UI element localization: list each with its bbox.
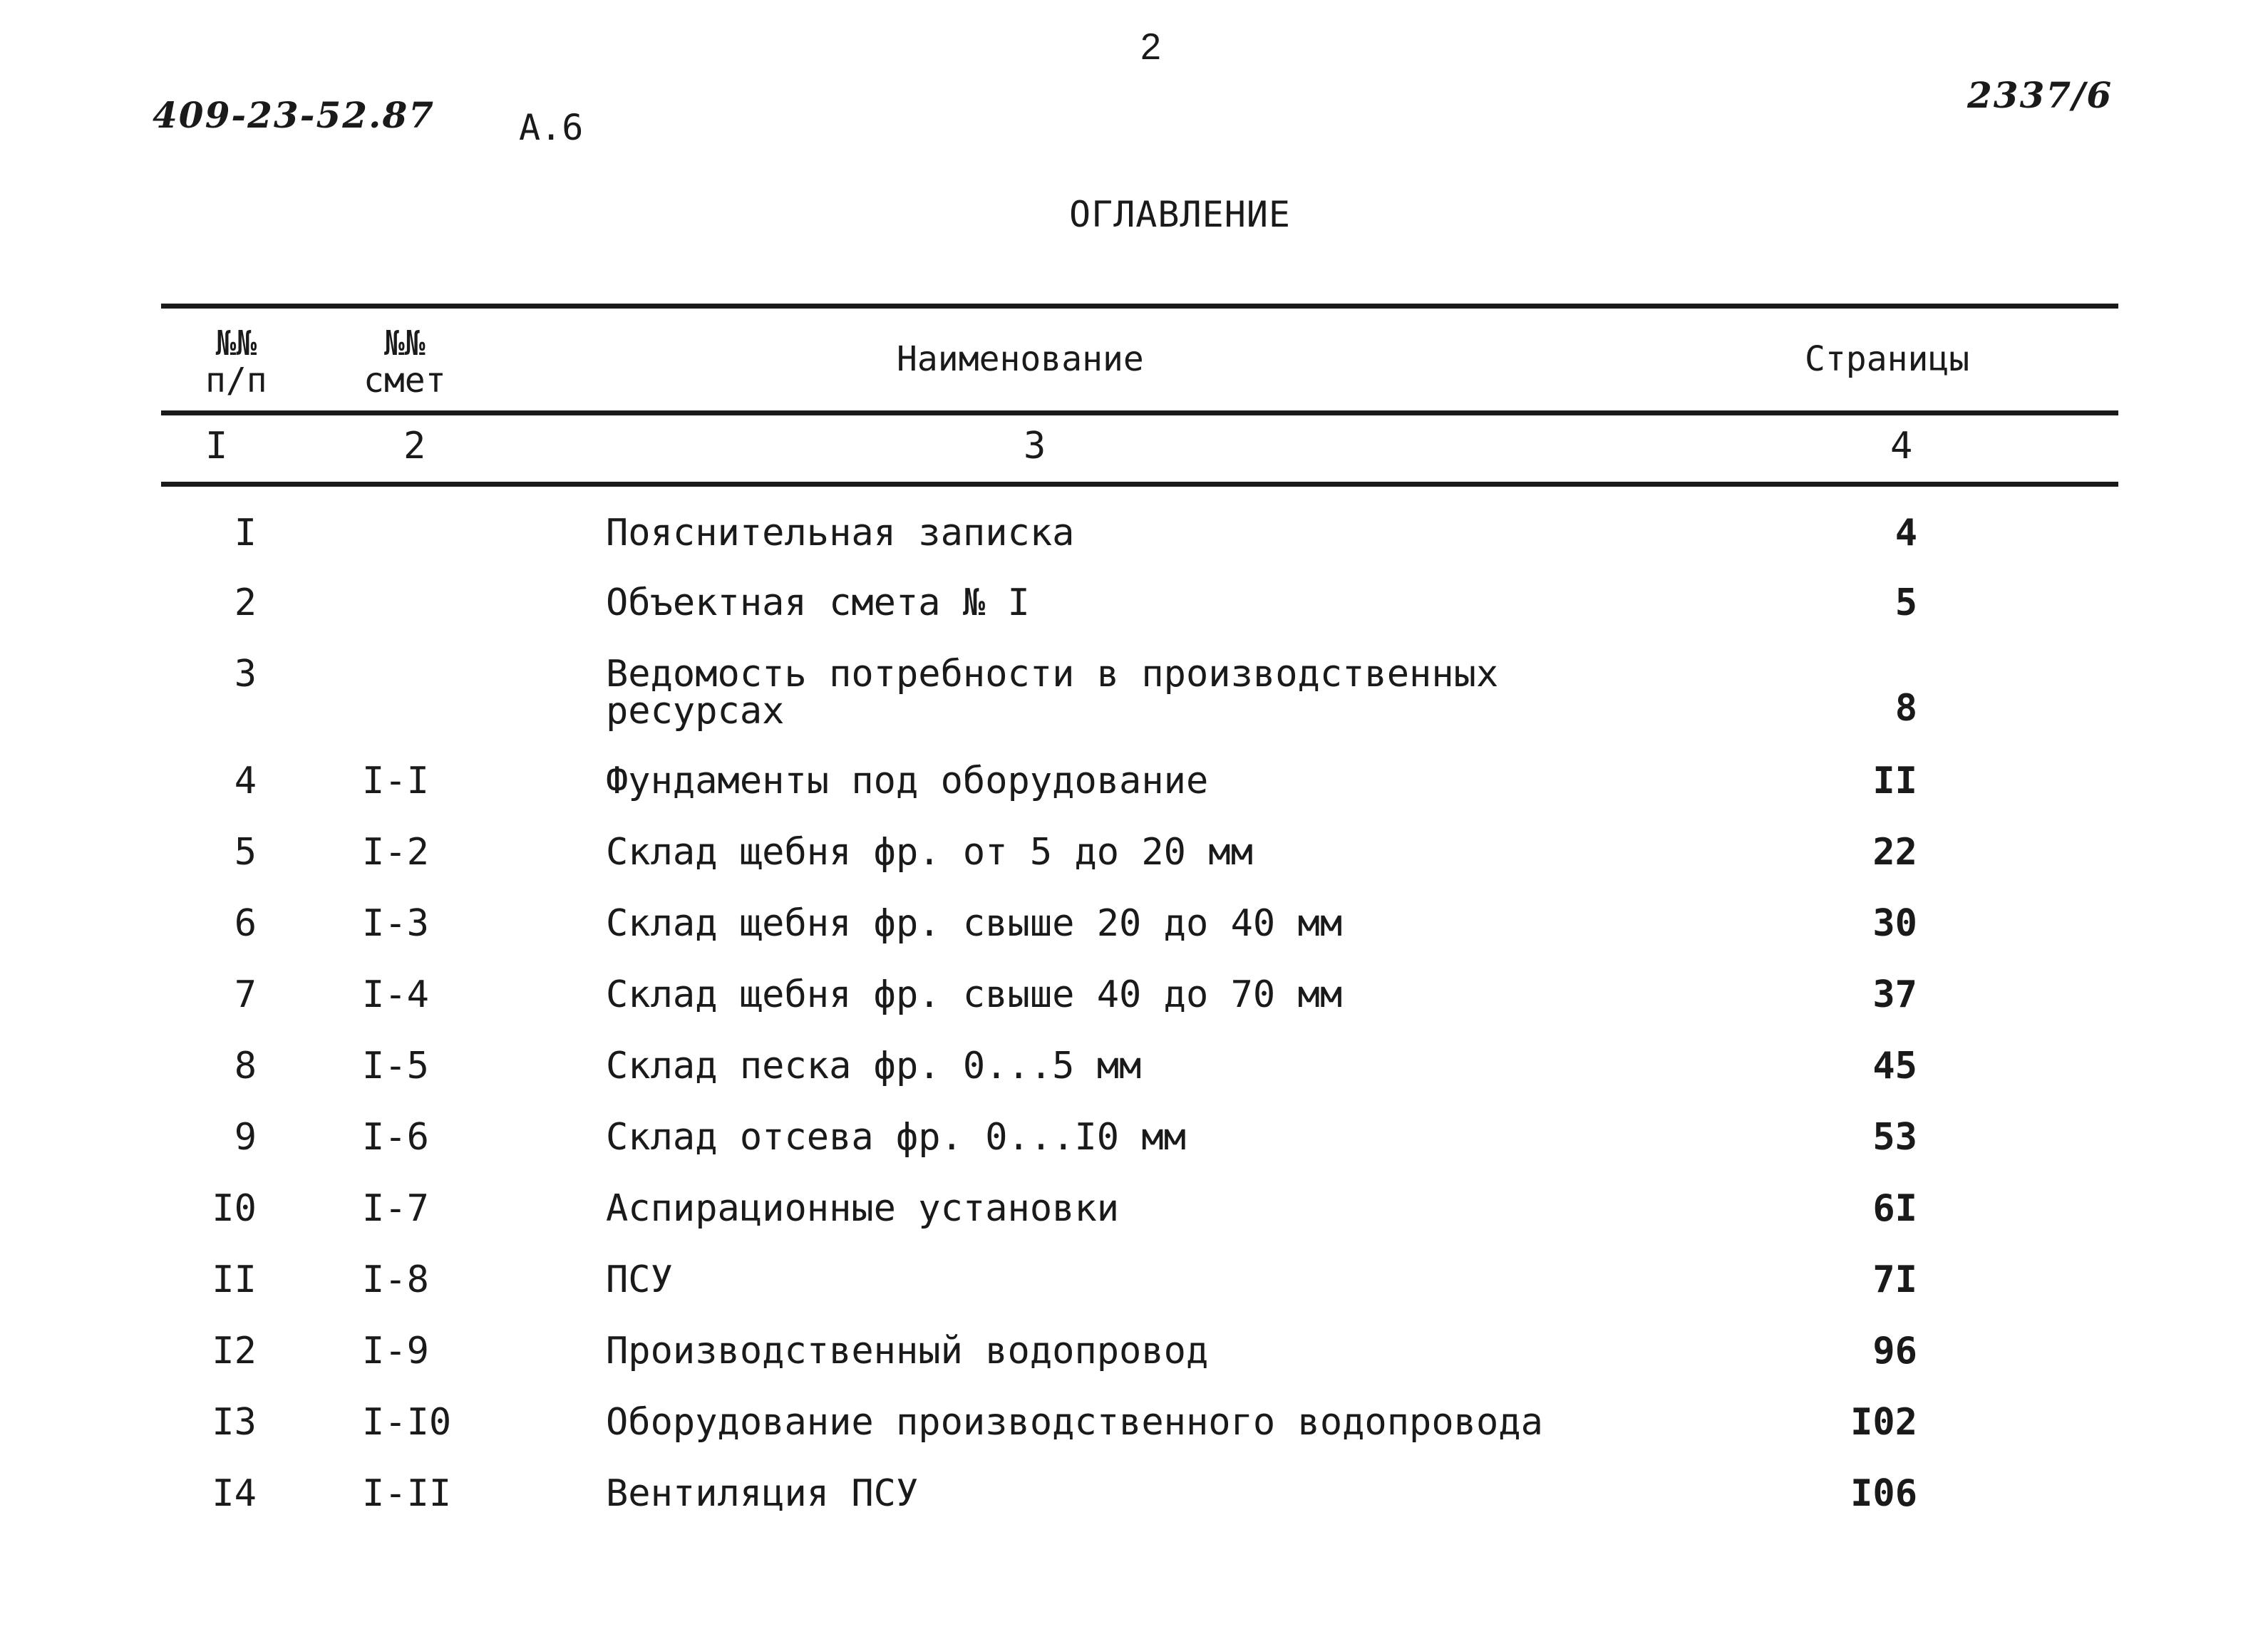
table-row <box>0 1187 2268 1261</box>
item-name: Фундаменты под оборудование <box>606 760 1209 802</box>
page-title: ОГЛАВЛЕНИЕ <box>1069 194 1292 235</box>
table-row <box>0 514 2268 586</box>
page-ref: 7I <box>1872 1258 1917 1301</box>
row-number: 8 <box>234 1045 257 1087</box>
page-ref: 5 <box>1895 581 1917 624</box>
row-number: 5 <box>234 831 257 874</box>
row-number: 3 <box>234 653 257 695</box>
row-number: I0 <box>212 1187 257 1230</box>
column-number-3: 3 <box>1024 425 1046 467</box>
item-name: Вентиляция ПСУ <box>606 1472 919 1515</box>
page-ref: II <box>1872 760 1917 802</box>
table-row <box>0 653 2268 762</box>
page-ref: 4 <box>1895 512 1917 554</box>
estimate-number: I-I0 <box>362 1401 452 1444</box>
item-name: Оборудование производственного водопровода <box>606 1401 1543 1444</box>
estimate-number: I-5 <box>362 1045 429 1087</box>
table-row <box>0 902 2268 976</box>
row-number: 9 <box>234 1116 257 1159</box>
row-number: II <box>212 1258 257 1301</box>
header-estimate-number: №№ смет <box>364 324 446 400</box>
row-number: 4 <box>234 760 257 802</box>
estimate-number: I-4 <box>362 973 429 1016</box>
table-row <box>0 1045 2268 1119</box>
estimate-number: I-I <box>362 760 429 802</box>
table-row <box>0 1116 2268 1190</box>
column-number-4: 4 <box>1890 425 1913 467</box>
page-ref: 53 <box>1872 1116 1917 1159</box>
table-row <box>0 831 2268 905</box>
estimate-number: I-3 <box>362 902 429 945</box>
page-ref: 45 <box>1872 1045 1917 1087</box>
table-top-rule <box>161 304 2118 309</box>
table-row <box>0 1330 2268 1404</box>
item-name: Пояснительная записка <box>606 512 1075 554</box>
header-row-number: №№ п/п <box>205 324 267 400</box>
table-row <box>0 1258 2268 1333</box>
header-name: Наименование <box>897 339 1144 379</box>
estimate-number: I-8 <box>362 1258 429 1301</box>
table-row <box>0 1472 2268 1546</box>
row-number: 2 <box>234 581 257 624</box>
row-number: 7 <box>234 973 257 1016</box>
estimate-number: I-6 <box>362 1116 429 1159</box>
table-body-rule <box>161 482 2118 487</box>
estimate-number: I-9 <box>362 1330 429 1372</box>
item-name: Склад отсева фр. 0...I0 мм <box>606 1116 1186 1159</box>
album-label: А.6 <box>519 107 584 148</box>
estimate-number: I-2 <box>362 831 429 874</box>
item-name: Производственный водопровод <box>606 1330 1209 1372</box>
table-row <box>0 581 2268 656</box>
page-ref: 6I <box>1872 1187 1917 1230</box>
page-ref: 37 <box>1872 973 1917 1016</box>
row-number: 6 <box>234 902 257 945</box>
estimate-number: I-7 <box>362 1187 429 1230</box>
header-pages: Страницы <box>1805 339 1970 379</box>
item-name: ПСУ <box>606 1258 673 1301</box>
column-number-1: I <box>205 425 228 467</box>
item-name: Склад щебня фр. свыше 40 до 70 мм <box>606 973 1343 1016</box>
sheet-id: 2337/6 <box>1967 74 2113 116</box>
page-ref: 8 <box>1895 687 1917 730</box>
estimate-number: I-II <box>362 1472 452 1515</box>
row-number: I4 <box>212 1472 257 1515</box>
item-name: Склад щебня фр. от 5 до 20 мм <box>606 831 1253 874</box>
page-number: 2 <box>1140 26 1161 68</box>
table-row <box>0 762 2268 834</box>
table-row <box>0 1401 2268 1475</box>
table-row <box>0 973 2268 1048</box>
item-name: Склад песка фр. 0...5 мм <box>606 1045 1142 1087</box>
item-name: Склад щебня фр. свыше 20 до 40 мм <box>606 902 1343 945</box>
document-code: 409-23-52.87 <box>153 94 435 136</box>
page-ref: 22 <box>1872 831 1917 874</box>
page-ref: 30 <box>1872 902 1917 945</box>
page-ref: I06 <box>1850 1472 1917 1515</box>
page-ref: I02 <box>1850 1401 1917 1444</box>
item-name: Ведомость потребности в производственных ресурсах <box>606 653 1499 733</box>
table-header-rule <box>161 410 2118 415</box>
item-name: Аспирационные установки <box>606 1187 1120 1230</box>
row-number: I <box>234 512 257 554</box>
row-number: I2 <box>212 1330 257 1372</box>
page-ref: 96 <box>1872 1330 1917 1372</box>
item-name: Объектная смета № I <box>606 581 1030 624</box>
row-number: I3 <box>212 1401 257 1444</box>
column-number-2: 2 <box>403 425 426 467</box>
